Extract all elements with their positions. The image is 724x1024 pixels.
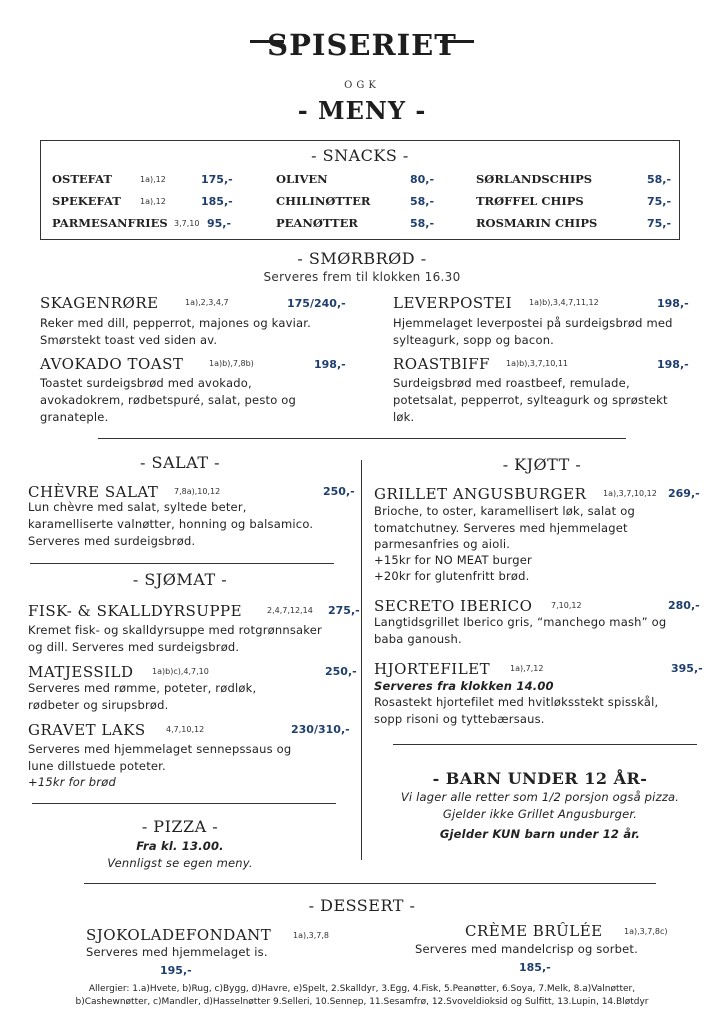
dish-name: SJOKOLADEFONDANT xyxy=(86,926,272,944)
dish-desc: Serveres med hjemmelaget is. xyxy=(86,945,268,959)
snack-name: ROSMARIN CHIPS xyxy=(476,216,598,230)
dish-desc: Serveres med hjemmelaget sennepssaus og xyxy=(28,742,292,756)
page-title: - MENY - xyxy=(297,96,427,125)
dish-desc: Rosastekt hjortefilet med hvitløksstekt spisskål, xyxy=(374,695,659,709)
barn-line3: Gjelder KUN barn under 12 år. xyxy=(439,827,641,841)
dish-allergens: 1a)b),3,4,7,11,12 xyxy=(529,298,599,307)
dish-price: 250,- xyxy=(325,665,357,678)
smorbrod-title: - SMØRBRØD - xyxy=(297,249,427,268)
dish-desc: Brioche, to oster, karamellisert løk, salat og xyxy=(374,504,635,518)
dish-name: SKAGENRØRE xyxy=(40,294,159,312)
salat-title: - SALAT - xyxy=(140,453,220,472)
snacks-title: - SNACKS - xyxy=(311,146,409,165)
dish-desc: Reker med dill, pepperrot, majones og kaviar. xyxy=(40,316,311,330)
dish-price: 175/240,- xyxy=(287,297,346,310)
dish-desc: karamelliserte valnøtter, honning og balsamico. xyxy=(28,517,314,531)
kjott-title: - KJØTT - xyxy=(502,455,582,474)
dish-allergens: 1a)b),7,8b) xyxy=(209,359,254,368)
dish-desc: Lun chèvre med salat, syltede beter, xyxy=(28,500,247,514)
dish-price: 280,- xyxy=(668,599,700,612)
snack-price: 58,- xyxy=(647,173,672,186)
sjomat-title: - SJØMAT - xyxy=(132,570,228,589)
dish-desc: lune dillstuede poteter. xyxy=(28,759,166,773)
dish-name: GRILLET ANGUSBURGER xyxy=(374,485,587,503)
pizza-time: Fra kl. 13.00. xyxy=(136,839,224,853)
divider xyxy=(98,438,626,439)
dish-price: 198,- xyxy=(314,358,346,371)
dish-price: 198,- xyxy=(657,297,689,310)
dish-name: MATJESSILD xyxy=(28,663,134,681)
snack-name: PEANØTTER xyxy=(276,216,358,230)
dish-allergens: 1a),3,7,8 xyxy=(293,931,330,940)
dish-name: CHÈVRE SALAT xyxy=(28,483,159,501)
dish-desc: løk. xyxy=(393,410,415,424)
dish-note: +15kr for brød xyxy=(28,775,116,789)
dish-desc: baba ganoush. xyxy=(374,632,462,646)
dish-desc: Smørstekt toast ved siden av. xyxy=(40,333,218,347)
dish-allergens: 2,4,7,12,14 xyxy=(267,606,313,615)
snack-price: 95,- xyxy=(207,217,232,230)
dish-price: 198,- xyxy=(657,358,689,371)
dish-name: FISK- & SKALLDYRSUPPE xyxy=(28,602,243,620)
dessert-title: - DESSERT - xyxy=(308,896,416,915)
dish-desc: rødbeter og sirupsbrød. xyxy=(28,698,169,712)
pizza-title: - PIZZA - xyxy=(141,817,219,836)
snack-name: CHILINØTTER xyxy=(276,194,371,208)
dish-name: ROASTBIFF xyxy=(393,355,490,373)
barn-line2: Gjelder ikke Grillet Angusburger. xyxy=(442,807,638,821)
snack-price: 58,- xyxy=(410,217,435,230)
snack-price: 175,- xyxy=(201,173,233,186)
dish-desc: avokadokrem, rødbetspuré, salat, pesto og xyxy=(40,393,297,407)
barn-title: - BARN UNDER 12 ÅR- xyxy=(432,769,648,788)
snack-allergens: 1a),12 xyxy=(140,175,166,184)
dish-desc: Serveres med rømme, poteter, rødløk, xyxy=(28,681,257,695)
dish-allergens: 1a)b),3,7,10,11 xyxy=(506,359,569,368)
snack-allergens: 3,7,10 xyxy=(174,219,200,228)
dish-price: 275,- xyxy=(328,604,360,617)
dish-desc: +15kr for NO MEAT burger xyxy=(374,553,532,567)
dish-price: 230/310,- xyxy=(291,723,350,736)
dish-note: Serveres fra klokken 14.00 xyxy=(374,679,554,693)
snack-allergens: 1a),12 xyxy=(140,197,166,206)
divider xyxy=(84,883,656,884)
dish-allergens: 7,10,12 xyxy=(551,601,582,610)
dish-price: 250,- xyxy=(323,485,355,498)
dish-price: 395,- xyxy=(671,662,703,675)
dish-desc: og dill. Serveres med surdeigsbrød. xyxy=(28,640,240,654)
dish-desc: Surdeigsbrød med roastbeef, remulade, xyxy=(393,376,630,390)
logo-sub: OGK xyxy=(344,80,380,91)
dish-desc: sylteagurk, sopp og bacon. xyxy=(393,333,555,347)
dish-desc: Serveres med mandelcrisp og sorbet. xyxy=(415,942,639,956)
divider xyxy=(32,803,336,804)
snack-name: OLIVEN xyxy=(276,172,328,186)
dish-allergens: 1a)b)c),4,7,10 xyxy=(152,667,209,676)
snack-price: 75,- xyxy=(647,217,672,230)
dish-desc: sopp risoni og tyttebærsaus. xyxy=(374,712,545,726)
dish-name: CRÈME BRÛLÉE xyxy=(465,922,603,940)
snack-price: 80,- xyxy=(410,173,435,186)
dish-allergens: 1a),2,3,4,7 xyxy=(185,298,229,307)
dish-desc: parmesanfries og aioli. xyxy=(374,537,511,551)
snack-name: TRØFFEL CHIPS xyxy=(476,194,584,208)
pizza-note: Vennligst se egen meny. xyxy=(107,856,253,870)
dish-desc: Kremet fisk- og skalldyrsuppe med rotgrønnsaker xyxy=(28,623,322,637)
snack-price: 58,- xyxy=(410,195,435,208)
allergy-line: Allergier: 1.a)Hvete, b)Rug, c)Bygg, d)Havre, e)Spelt, 2.Skalldyr, 3.Egg, 4.Fisk, 5.Peanøtter, 6.Soya, 7.Melk, 8.a)Valnøtter, xyxy=(88,984,636,994)
dish-allergens: 4,7,10,12 xyxy=(166,725,205,734)
divider xyxy=(30,563,334,564)
dish-allergens: 1a),7,12 xyxy=(510,664,544,673)
snack-price: 75,- xyxy=(647,195,672,208)
column-divider xyxy=(361,460,362,860)
dish-allergens: 7,8a),10,12 xyxy=(174,487,221,496)
dish-name: GRAVET LAKS xyxy=(28,721,146,739)
snack-name: SØRLANDSCHIPS xyxy=(476,172,593,186)
dish-desc: tomatchutney. Serveres med hjemmelaget xyxy=(374,521,628,535)
snack-price: 185,- xyxy=(201,195,233,208)
dish-name: SECRETO IBERICO xyxy=(374,597,533,615)
dish-desc: Langtidsgrillet Iberico gris, “manchego mash” og xyxy=(374,615,667,629)
dish-name: HJORTEFILET xyxy=(374,660,491,678)
snack-name: PARMESANFRIES xyxy=(52,216,168,230)
divider xyxy=(393,744,697,745)
allergy-line: b)Cashewnøtter, c)Mandler, d)Hasselnøtter 9.Selleri, 10.Sennep, 11.Sesamfrø, 12.Svoveldioksid og Sulfitt, 13.Lupin, 14.Bløtdyr xyxy=(75,997,649,1007)
dish-desc: +20kr for glutenfritt brød. xyxy=(374,569,530,583)
dish-desc: potetsalat, pepperrot, sylteagurk og sprøstekt xyxy=(393,393,668,407)
snack-name: SPEKEFAT xyxy=(52,194,121,208)
dish-name: AVOKADO TOAST xyxy=(40,355,184,373)
smorbrod-subtitle: Serveres frem til klokken 16.30 xyxy=(263,270,461,284)
logo-name: SPISERIET xyxy=(267,28,457,62)
barn-line1: Vi lager alle retter som 1/2 porsjon også pizza. xyxy=(400,790,680,804)
dish-desc: Serveres med surdeigsbrød. xyxy=(28,534,196,548)
dish-desc: Hjemmelaget leverpostei på surdeigsbrød med xyxy=(393,316,673,330)
dish-desc: granateple. xyxy=(40,410,109,424)
dish-allergens: 1a),3,7,10,12 xyxy=(603,489,657,498)
dish-price: 185,- xyxy=(519,961,551,974)
dish-price: 269,- xyxy=(668,487,700,500)
dish-price: 195,- xyxy=(160,964,192,977)
dish-allergens: 1a),3,7,8c) xyxy=(624,927,668,936)
dish-desc: Toastet surdeigsbrød med avokado, xyxy=(40,376,252,390)
snack-name: OSTEFAT xyxy=(52,172,112,186)
dish-name: LEVERPOSTEI xyxy=(393,294,513,312)
